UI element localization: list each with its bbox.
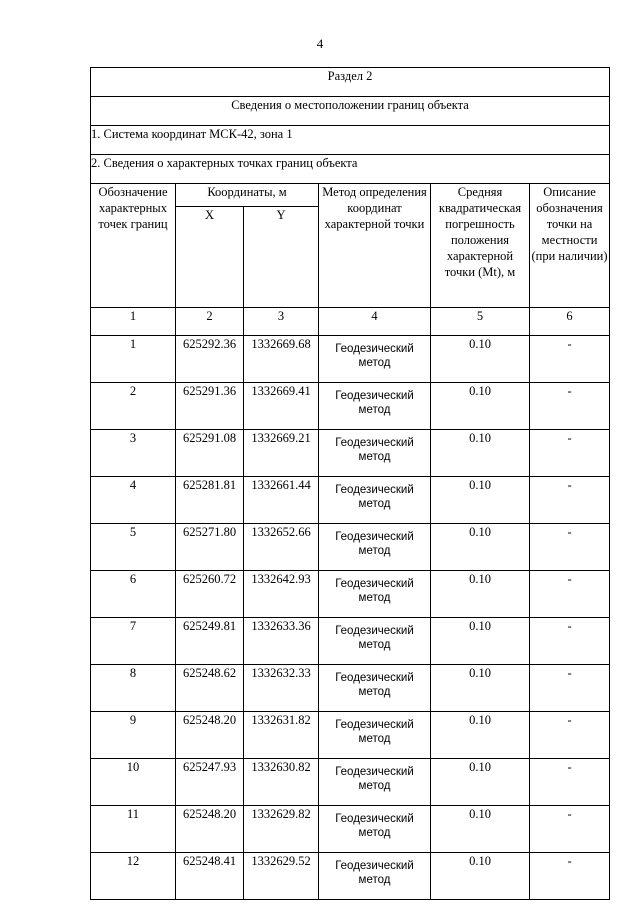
description-cell: - [530, 665, 610, 712]
accuracy-cell: 0.10 [431, 571, 530, 618]
header-method: Метод определения координат характерной точки [319, 184, 431, 308]
point-number-cell: 6 [91, 571, 176, 618]
accuracy-cell: 0.10 [431, 806, 530, 853]
point-number-cell: 4 [91, 477, 176, 524]
point-number-cell: 10 [91, 759, 176, 806]
accuracy-cell: 0.10 [431, 383, 530, 430]
point-number-cell: 11 [91, 806, 176, 853]
description-cell: - [530, 477, 610, 524]
column-number: 4 [319, 308, 431, 336]
x-coordinate-cell: 625248.20 [176, 712, 244, 759]
description-cell: - [530, 618, 610, 665]
x-coordinate-cell: 625260.72 [176, 571, 244, 618]
method-cell: Геодезический метод [319, 665, 431, 712]
point-number-cell: 7 [91, 618, 176, 665]
description-cell: - [530, 336, 610, 383]
column-numbers-row [91, 308, 610, 336]
description-cell: - [530, 712, 610, 759]
boundary-points-table [90, 67, 610, 900]
page-number: 4 [316, 36, 324, 51]
header-y: Y [244, 207, 319, 308]
coord-system-line: 1. Система координат МСК-42, зона 1 [91, 126, 610, 155]
accuracy-cell: 0.10 [431, 430, 530, 477]
accuracy-cell: 0.10 [431, 336, 530, 383]
x-coordinate-cell: 625292.36 [176, 336, 244, 383]
points-title-line: 2. Сведения о характерных точках границ объекта [91, 155, 610, 184]
x-coordinate-cell: 625248.41 [176, 853, 244, 900]
description-cell: - [530, 430, 610, 477]
y-coordinate-cell: 1332632.33 [244, 665, 319, 712]
point-number-cell: 5 [91, 524, 176, 571]
x-coordinate-cell: 625291.08 [176, 430, 244, 477]
description-cell: - [530, 571, 610, 618]
header-x: X [176, 207, 244, 308]
method-cell: Геодезический метод [319, 853, 431, 900]
x-coordinate-cell: 625248.20 [176, 806, 244, 853]
point-number-cell: 8 [91, 665, 176, 712]
table-row [91, 712, 610, 759]
accuracy-cell: 0.10 [431, 853, 530, 900]
x-coordinate-cell: 625248.62 [176, 665, 244, 712]
description-cell: - [530, 806, 610, 853]
y-coordinate-cell: 1332629.82 [244, 806, 319, 853]
y-coordinate-cell: 1332652.66 [244, 524, 319, 571]
table-row [91, 383, 610, 430]
point-number-cell: 12 [91, 853, 176, 900]
y-coordinate-cell: 1332669.41 [244, 383, 319, 430]
y-coordinate-cell: 1332669.21 [244, 430, 319, 477]
x-coordinate-cell: 625249.81 [176, 618, 244, 665]
column-number: 1 [91, 308, 176, 336]
column-number: 2 [176, 308, 244, 336]
table-row [91, 477, 610, 524]
table-row [91, 759, 610, 806]
accuracy-cell: 0.10 [431, 524, 530, 571]
method-cell: Геодезический метод [319, 712, 431, 759]
table-row [91, 430, 610, 477]
table-row [91, 853, 610, 900]
column-number: 6 [530, 308, 610, 336]
x-coordinate-cell: 625247.93 [176, 759, 244, 806]
y-coordinate-cell: 1332631.82 [244, 712, 319, 759]
point-number-cell: 9 [91, 712, 176, 759]
description-cell: - [530, 383, 610, 430]
y-coordinate-cell: 1332633.36 [244, 618, 319, 665]
accuracy-cell: 0.10 [431, 618, 530, 665]
point-number-cell: 3 [91, 430, 176, 477]
method-cell: Геодезический метод [319, 618, 431, 665]
table-row [91, 524, 610, 571]
description-cell: - [530, 524, 610, 571]
table-row [91, 571, 610, 618]
method-cell: Геодезический метод [319, 806, 431, 853]
method-cell: Геодезический метод [319, 524, 431, 571]
table-row [91, 665, 610, 712]
column-number: 5 [431, 308, 530, 336]
point-number-cell: 2 [91, 383, 176, 430]
header-description: Описание обозначения точки на местности (при наличии) [530, 184, 610, 308]
column-number: 3 [244, 308, 319, 336]
method-cell: Геодезический метод [319, 571, 431, 618]
x-coordinate-cell: 625271.80 [176, 524, 244, 571]
table-row [91, 618, 610, 665]
x-coordinate-cell: 625281.81 [176, 477, 244, 524]
accuracy-cell: 0.10 [431, 759, 530, 806]
y-coordinate-cell: 1332661.44 [244, 477, 319, 524]
section-title: Раздел 2 [91, 68, 610, 97]
description-cell: - [530, 759, 610, 806]
y-coordinate-cell: 1332629.52 [244, 853, 319, 900]
header-coordinates: Координаты, м [176, 184, 319, 207]
table-row [91, 336, 610, 383]
method-cell: Геодезический метод [319, 383, 431, 430]
table-row [91, 806, 610, 853]
method-cell: Геодезический метод [319, 477, 431, 524]
method-cell: Геодезический метод [319, 430, 431, 477]
point-number-cell: 1 [91, 336, 176, 383]
y-coordinate-cell: 1332642.93 [244, 571, 319, 618]
method-cell: Геодезический метод [319, 336, 431, 383]
accuracy-cell: 0.10 [431, 712, 530, 759]
info-title: Сведения о местоположении границ объекта [91, 97, 610, 126]
accuracy-cell: 0.10 [431, 477, 530, 524]
description-cell: - [530, 853, 610, 900]
header-accuracy: Средняя квадратическая погрешность положения характерной точки (Mt), м [431, 184, 530, 308]
method-cell: Геодезический метод [319, 759, 431, 806]
accuracy-cell: 0.10 [431, 665, 530, 712]
y-coordinate-cell: 1332669.68 [244, 336, 319, 383]
x-coordinate-cell: 625291.36 [176, 383, 244, 430]
header-point-designation: Обозначение характерных точек границ [91, 184, 176, 308]
y-coordinate-cell: 1332630.82 [244, 759, 319, 806]
